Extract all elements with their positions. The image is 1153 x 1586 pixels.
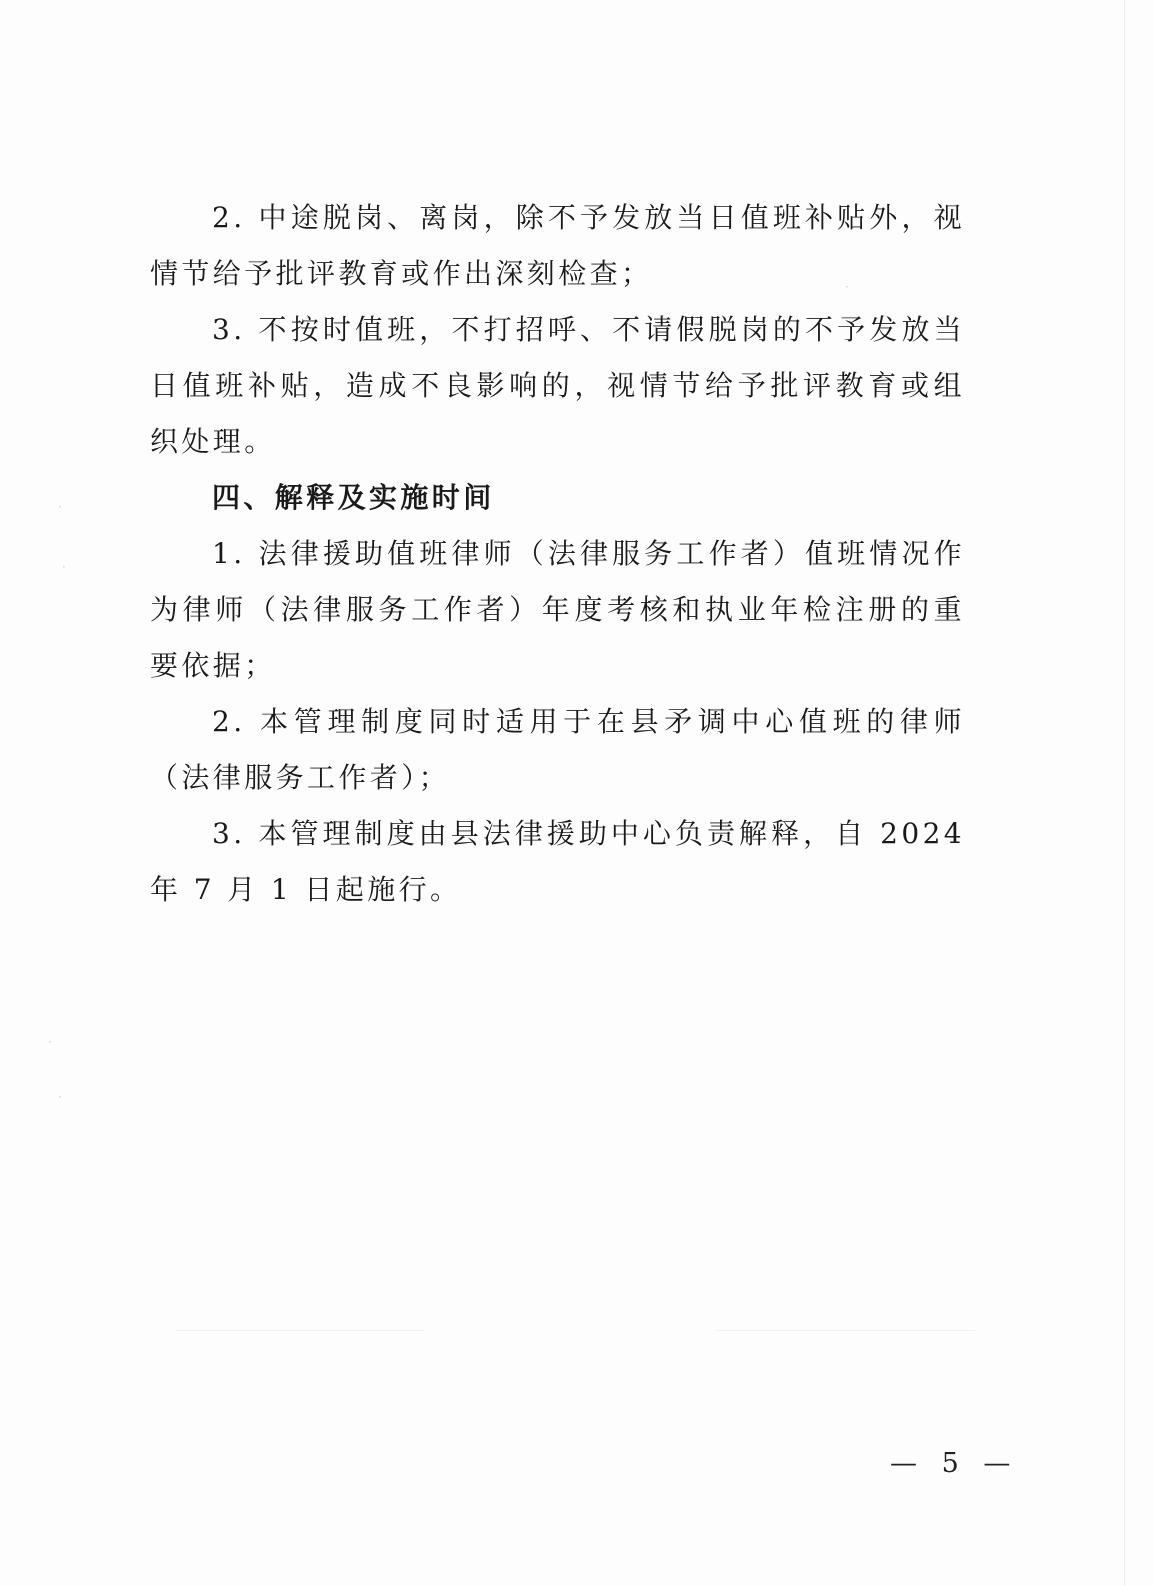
- bleed-through-line: [715, 1330, 975, 1331]
- scan-speck: ·: [58, 500, 62, 514]
- page-number: — 5 —: [890, 1448, 1019, 1479]
- scan-speck: ·: [845, 280, 849, 294]
- scan-edge: [1124, 0, 1125, 1586]
- paragraph-item-2: 2. 中途脱岗、离岗，除不予发放当日值班补贴外，视情节给予批评教育或作出深刻检查；: [150, 201, 965, 290]
- scan-speck: ·: [48, 1035, 52, 1049]
- section-heading: 四、解释及实施时间: [212, 481, 495, 514]
- scan-speck: ·: [58, 1090, 62, 1104]
- bleed-through-line: [175, 1330, 425, 1331]
- paragraph-item-1: 1. 法律援助值班律师（法律服务工作者）值班情况作为律师（法律服务工作者）年度考核和执业年检注册的重要依据；: [150, 537, 965, 682]
- paragraph-item-2b: 2. 本管理制度同时适用于在县矛调中心值班的律师（法律服务工作者）；: [150, 705, 965, 794]
- document-body: [150, 190, 965, 918]
- paragraph-item-3: 3. 不按时值班，不打招呼、不请假脱岗的不予发放当日值班补贴，造成不良影响的，视情节给予批评教育或组织处理。: [150, 313, 965, 458]
- scan-speck: ·: [62, 560, 66, 574]
- paragraph-item-3b: 3. 本管理制度由县法律援助中心负责解释，自 2024 年 7 月 1 日起施行。: [150, 817, 965, 906]
